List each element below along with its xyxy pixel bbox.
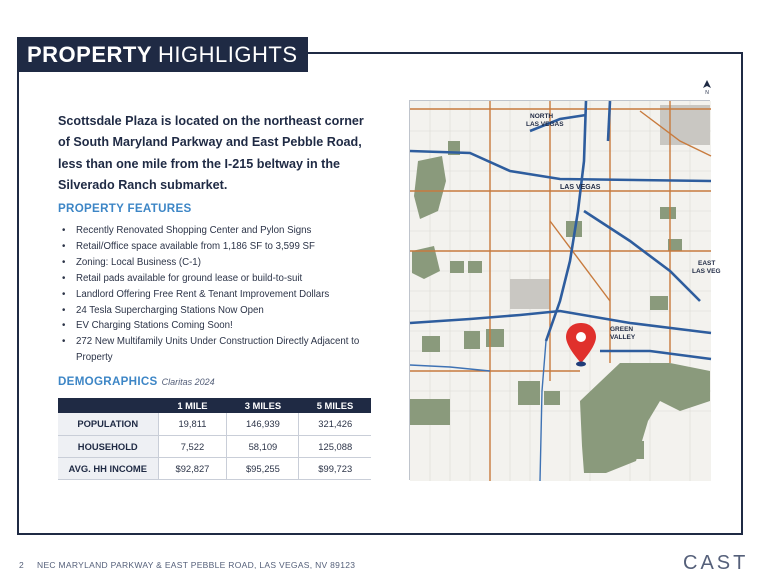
intro-paragraph: Scottsdale Plaza is located on the northeast corner of South Maryland Parkway and East Pebble Road, less than one mile from the I-215 beltway in the Silverado Ranch submarket. [58, 114, 364, 192]
table-cell: $99,723 [299, 457, 371, 479]
row-label: AVG. HH INCOME [58, 457, 158, 479]
map-label-east-las-vegas: LAS VEG [692, 268, 721, 275]
svg-text:N: N [705, 90, 709, 96]
features-heading: PROPERTY FEATURES [58, 202, 192, 215]
table-cell: $92,827 [158, 457, 227, 479]
feature-item: • Zoning: Local Business (C-1) [62, 255, 362, 271]
table-row [58, 413, 371, 435]
feature-item: • 272 New Multifamily Units Under Construction Directly Adjacent to Property [62, 334, 362, 366]
row-label: POPULATION [58, 413, 158, 435]
feature-item: • Recently Renovated Shopping Center and Pylon Signs [62, 223, 362, 239]
map-canvas [410, 101, 721, 481]
table-cell: 19,811 [158, 413, 227, 435]
map-label-east-las-vegas: EAST [698, 260, 716, 267]
map-label-green-valley: GREEN [610, 326, 634, 333]
table-cell: 146,939 [227, 413, 299, 435]
title-light: HIGHLIGHTS [158, 41, 298, 67]
cast-logo: CAST [683, 552, 749, 574]
table-header-cell: 1 MILE [158, 398, 227, 413]
table-header-cell: 3 MILES [227, 398, 299, 413]
table-cell: 58,109 [227, 435, 299, 457]
feature-item: • 24 Tesla Supercharging Stations Now Open [62, 303, 362, 319]
feature-item: • Retail pads available for ground lease or build-to-suit [62, 271, 362, 287]
table-header-row [58, 398, 371, 413]
north-arrow-icon [702, 80, 712, 94]
table-cell: 321,426 [299, 413, 371, 435]
map-label-green-valley: VALLEY [610, 334, 636, 341]
area-map[interactable] [409, 100, 721, 480]
demographics-heading [58, 375, 215, 388]
features-list [62, 223, 362, 366]
table-row [58, 457, 371, 479]
table-header-cell [58, 398, 158, 413]
demographics-table [58, 398, 371, 480]
table-header-cell: 5 MILES [299, 398, 371, 413]
title-bold: PROPERTY [27, 41, 153, 67]
table-cell: 125,088 [299, 435, 371, 457]
page-number: 2 [19, 560, 24, 570]
page-title [17, 37, 308, 72]
demographics-source: Claritas 2024 [161, 377, 215, 387]
map-label-las-vegas: LAS VEGAS [560, 184, 601, 191]
map-label-north-las-vegas: NORTH [530, 113, 554, 120]
feature-item: • Retail/Office space available from 1,186 SF to 3,599 SF [62, 239, 362, 255]
table-row [58, 435, 371, 457]
table-cell: 7,522 [158, 435, 227, 457]
footer-address: NEC MARYLAND PARKWAY & EAST PEBBLE ROAD, LAS VEGAS, NV 89123 [37, 560, 356, 570]
table-cell: $95,255 [227, 457, 299, 479]
feature-item: • EV Charging Stations Coming Soon! [62, 318, 362, 334]
demographics-heading-text: DEMOGRAPHICS [58, 375, 158, 388]
row-label: HOUSEHOLD [58, 435, 158, 457]
map-label-north-las-vegas: LAS VEGAS [526, 121, 564, 128]
feature-item: • Landlord Offering Free Rent & Tenant Improvement Dollars [62, 287, 362, 303]
